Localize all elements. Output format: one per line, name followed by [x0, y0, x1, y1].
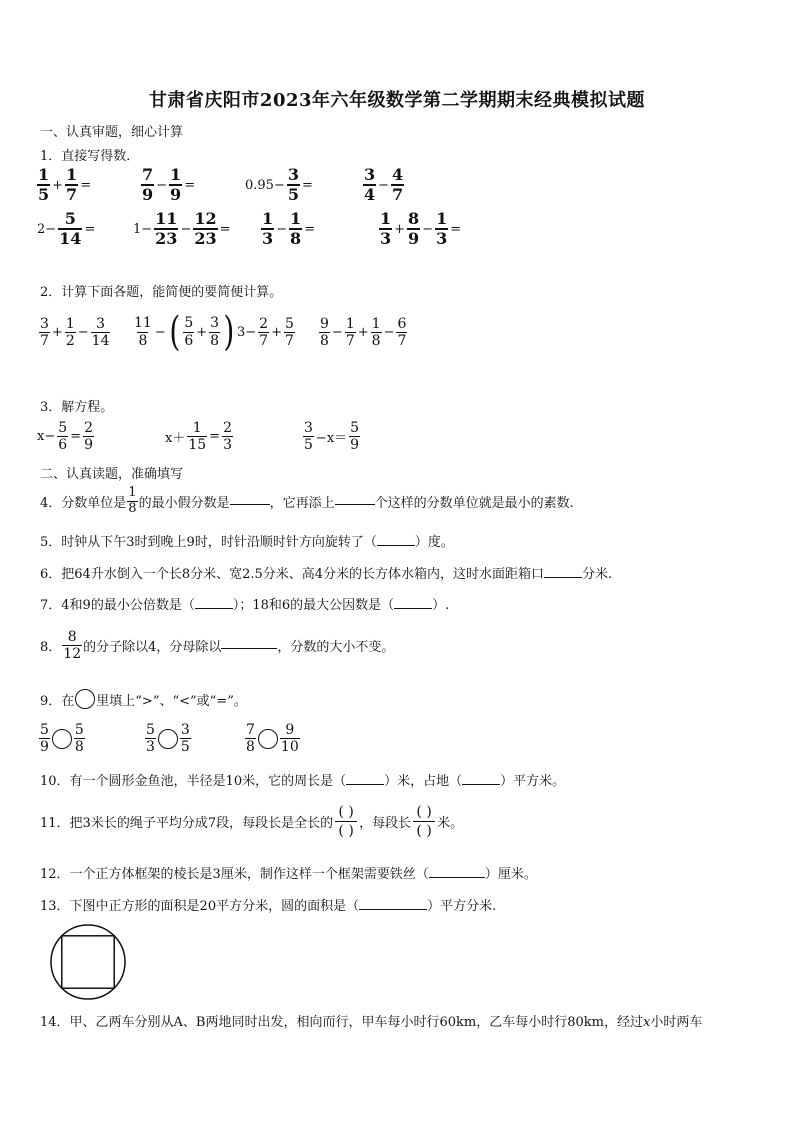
- figure-square: [62, 936, 114, 988]
- q1-expr-5: 2− $\frac{5}{14}$ =: [37, 209, 96, 249]
- q14: 14．甲、乙两车分别从A、B两地同时出发，相向而行，甲车每小时行60km，乙车每小时行80km，经过x小时两车: [40, 1015, 703, 1030]
- q11: 11．把3米长的绳子平均分成7段，每段长是全长的 ( ) ( ) ，每段长 ( ) ( ) 米。: [40, 804, 464, 839]
- q1-expr-6: 1− $\frac{11}{23}$ − $\frac{12}{23}$ =: [133, 209, 231, 249]
- q3-label: 3．解方程。: [40, 400, 114, 415]
- section-2-heading: 二、认真读题，准确填写: [40, 467, 184, 482]
- q8-blank[interactable]: [221, 648, 277, 649]
- q2-expr-1: $\frac{3}{7}$ + $\frac{1}{2}$ − $\frac{3}{14}$: [40, 316, 110, 350]
- q7: 7．4和9的最小公倍数是（ ）；18和6的最大公因数是（ ）.: [40, 598, 450, 613]
- q1-label: 1．直接写得数．: [40, 149, 140, 164]
- q6-blank[interactable]: [544, 577, 582, 578]
- q9-compare-1: $\frac{5}{9}$ $\frac{5}{8}$: [40, 722, 84, 756]
- q3-equation-2: x＋ $\frac{1}{15}$ = $\frac{2}{3}$: [165, 420, 232, 454]
- q1-expr-7: $\frac{1}{3}$ − $\frac{1}{8}$ =: [262, 209, 316, 249]
- q5: 5．时钟从下午3时到晚上9时，时针沿顺时针方向旋转了（ ）度。: [40, 535, 454, 550]
- q5-blank[interactable]: [377, 545, 415, 546]
- q3-equation-3: $\frac{3}{5}$ −x＝ $\frac{5}{9}$: [304, 420, 360, 454]
- q1-expr-8: $\frac{1}{3}$ + $\frac{8}{9}$ − $\frac{1}{3}$ =: [380, 209, 462, 249]
- q1-expr-4: $\frac{3}{4}$ − $\frac{4}{7}$: [364, 165, 404, 205]
- circle-square-figure: [48, 922, 128, 1002]
- q10-blank-1[interactable]: [346, 784, 384, 785]
- q2-expr-4: $\frac{9}{8}$ − $\frac{1}{7}$ + $\frac{1}{8}$ − $\frac{6}{7}$: [320, 316, 407, 350]
- q4-blank-2[interactable]: [335, 504, 375, 505]
- q3-equation-1: x− $\frac{5}{6}$ = $\frac{2}{9}$: [37, 420, 93, 454]
- q7-blank-2[interactable]: [394, 608, 432, 609]
- q1-expr-1: $\frac{1}{5}$ + $\frac{1}{7}$ =: [38, 165, 92, 205]
- q13: 13．下图中正方形的面积是20平方分米，圆的面积是（ ）平方分米.: [40, 899, 497, 914]
- q1-expr-2: $\frac{7}{9}$ − $\frac{1}{9}$ =: [142, 165, 196, 205]
- q2-label: 2．计算下面各题，能简便的要简便计算。: [40, 285, 283, 300]
- q12: 12．一个正方体框架的棱长是3厘米，制作这样一个框架需要铁丝（ ）厘米。: [40, 867, 537, 882]
- compare-circle-2[interactable]: [158, 729, 178, 749]
- q7-blank-1[interactable]: [195, 608, 233, 609]
- page-title: 甘肃省庆阳市2023年六年级数学第二学期期末经典模拟试题: [148, 90, 646, 111]
- q6: 6．把64升水倒入一个长8分米、宽2.5分米、高4分米的长方体水箱内，这时水面距箱口 分米.: [40, 567, 613, 582]
- circle-icon: [75, 689, 95, 709]
- q2-expr-2: $\frac{11}{8}$ −( $\frac{5}{6}$ + $\frac{3}{8}$ ): [134, 309, 235, 355]
- q4: 4．分数单位是 $\frac{1}{8}$ 的最小假分数是 ，它再添上 个这样的分数单位就是最小的素数.: [40, 485, 574, 516]
- compare-circle-3[interactable]: [258, 729, 278, 749]
- q9-label: 9．在 里填上“>”、“<”或“=”。: [40, 689, 247, 709]
- q4-blank-1[interactable]: [230, 504, 270, 505]
- section-1-heading: 一、认真审题，细心计算: [40, 125, 184, 140]
- q2-expr-3: 3− $\frac{2}{7}$ + $\frac{5}{7}$: [237, 316, 294, 350]
- q13-blank[interactable]: [359, 909, 427, 910]
- q10: 10．有一个圆形金鱼池，半径是10米，它的周长是（ ）米，占地（ ）平方米。: [40, 774, 566, 789]
- q9-compare-3: $\frac{7}{8}$ $\frac{9}{10}$: [246, 722, 299, 756]
- compare-circle-1[interactable]: [52, 729, 72, 749]
- q8: 8． $\frac{8}{12}$ 的分子除以4，分母除以 ，分数的大小不变。: [40, 629, 395, 663]
- q9-compare-2: $\frac{5}{3}$ $\frac{3}{5}$: [146, 722, 190, 756]
- q11-fraction-blank-2[interactable]: ( ) ( ): [413, 804, 435, 839]
- q12-blank[interactable]: [429, 877, 485, 878]
- q1-expr-3: 0.95− $\frac{3}{5}$ =: [245, 165, 313, 205]
- q11-fraction-blank-1[interactable]: ( ) ( ): [335, 804, 357, 839]
- q10-blank-2[interactable]: [462, 784, 500, 785]
